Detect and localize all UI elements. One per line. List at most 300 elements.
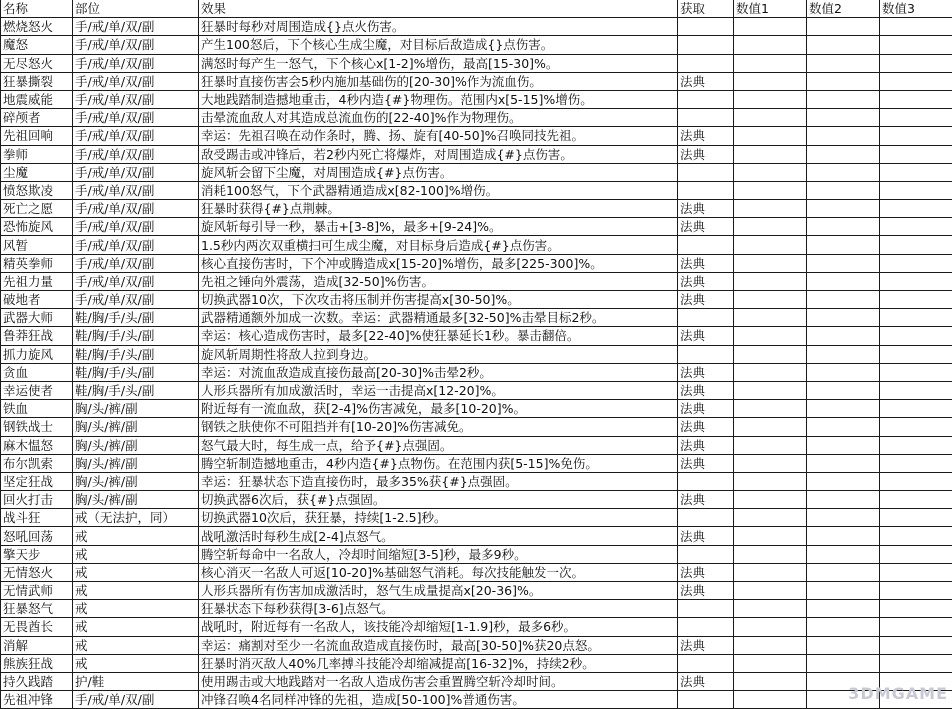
cell-value1[interactable] bbox=[734, 491, 807, 509]
cell-source[interactable]: 法典 bbox=[678, 636, 734, 654]
cell-value3[interactable] bbox=[880, 345, 952, 363]
cell-value3[interactable] bbox=[880, 54, 952, 72]
cell-source[interactable] bbox=[678, 472, 734, 490]
cell-value3[interactable] bbox=[880, 418, 952, 436]
cell-source[interactable]: 法典 bbox=[678, 200, 734, 218]
cell-name[interactable]: 精英拳师 bbox=[1, 254, 73, 272]
cell-value2[interactable] bbox=[807, 181, 880, 199]
cell-name[interactable]: 坚定狂战 bbox=[1, 472, 73, 490]
cell-slot[interactable]: 戒 bbox=[73, 618, 199, 636]
cell-name[interactable]: 死亡之愿 bbox=[1, 200, 73, 218]
cell-value2[interactable] bbox=[807, 345, 880, 363]
cell-effect[interactable]: 使用踢击或大地践踏对一名敌人造成伤害会重置腾空斩冷却时间。 bbox=[199, 672, 678, 690]
cell-effect[interactable]: 1.5秒内两次双重横扫可生成尘魔，对目标身后造成{#}点伤害。 bbox=[199, 236, 678, 254]
cell-name[interactable]: 幸运使者 bbox=[1, 381, 73, 399]
cell-value1[interactable] bbox=[734, 291, 807, 309]
cell-slot[interactable]: 手/戒/单/双/副 bbox=[73, 163, 199, 181]
cell-source[interactable] bbox=[678, 236, 734, 254]
cell-source[interactable]: 法典 bbox=[678, 672, 734, 690]
cell-value2[interactable] bbox=[807, 291, 880, 309]
cell-source[interactable] bbox=[678, 181, 734, 199]
cell-slot[interactable]: 手/戒/单/双/副 bbox=[73, 291, 199, 309]
header-cell-slot[interactable]: 部位 bbox=[73, 0, 199, 18]
cell-value1[interactable] bbox=[734, 72, 807, 90]
cell-name[interactable]: 愤怒欺凌 bbox=[1, 181, 73, 199]
cell-slot[interactable]: 胸/头/裤/副 bbox=[73, 472, 199, 490]
cell-value3[interactable] bbox=[880, 582, 952, 600]
header-cell-effect[interactable]: 效果 bbox=[199, 0, 678, 18]
cell-value3[interactable] bbox=[880, 200, 952, 218]
cell-value1[interactable] bbox=[734, 618, 807, 636]
cell-value3[interactable] bbox=[880, 600, 952, 618]
cell-effect[interactable]: 冲锋召唤4名同样冲锋的先祖，造成[50-100]%普通伤害。 bbox=[199, 691, 678, 709]
cell-value2[interactable] bbox=[807, 545, 880, 563]
cell-slot[interactable]: 鞋/胸/手/头/副 bbox=[73, 345, 199, 363]
cell-name[interactable]: 怒吼回荡 bbox=[1, 527, 73, 545]
cell-value2[interactable] bbox=[807, 127, 880, 145]
cell-source[interactable] bbox=[678, 163, 734, 181]
cell-source[interactable]: 法典 bbox=[678, 582, 734, 600]
cell-effect[interactable]: 腾空斩制造撼地重击，4秒内造{#}点物伤。在范围内获[5-15]%免伤。 bbox=[199, 454, 678, 472]
cell-value1[interactable] bbox=[734, 54, 807, 72]
header-cell-source[interactable]: 获取 bbox=[678, 0, 734, 18]
cell-source[interactable]: 法典 bbox=[678, 218, 734, 236]
cell-value1[interactable] bbox=[734, 691, 807, 709]
cell-value3[interactable] bbox=[880, 509, 952, 527]
cell-slot[interactable]: 手/戒/单/双/副 bbox=[73, 254, 199, 272]
cell-value3[interactable] bbox=[880, 163, 952, 181]
cell-slot[interactable]: 鞋/胸/手/头/副 bbox=[73, 327, 199, 345]
cell-value3[interactable] bbox=[880, 145, 952, 163]
cell-source[interactable] bbox=[678, 618, 734, 636]
cell-name[interactable]: 无情武师 bbox=[1, 582, 73, 600]
cell-source[interactable] bbox=[678, 654, 734, 672]
cell-value1[interactable] bbox=[734, 600, 807, 618]
cell-name[interactable]: 鲁莽狂战 bbox=[1, 327, 73, 345]
site-watermark: 3DMGAME bbox=[848, 684, 948, 703]
cell-value1[interactable] bbox=[734, 200, 807, 218]
cell-slot[interactable]: 手/戒/单/双/副 bbox=[73, 36, 199, 54]
cell-value1[interactable] bbox=[734, 163, 807, 181]
cell-slot[interactable]: 手/戒/单/双/副 bbox=[73, 54, 199, 72]
cell-source[interactable]: 法典 bbox=[678, 418, 734, 436]
cell-effect[interactable]: 幸运：先祖召唤在动作条时，腾、扬、旋有[40-50]%召唤同技先祖。 bbox=[199, 127, 678, 145]
cell-value2[interactable] bbox=[807, 200, 880, 218]
cell-slot[interactable]: 胸/头/裤/副 bbox=[73, 454, 199, 472]
cell-name[interactable]: 风暂 bbox=[1, 236, 73, 254]
cell-source[interactable] bbox=[678, 36, 734, 54]
cell-effect[interactable]: 武器精通额外加成一次数。幸运：武器精通最多[32-50]%击晕目标2秒。 bbox=[199, 309, 678, 327]
cell-value3[interactable] bbox=[880, 327, 952, 345]
cell-name[interactable]: 地震威能 bbox=[1, 90, 73, 108]
cell-slot[interactable]: 胸/头/裤/副 bbox=[73, 418, 199, 436]
cell-source[interactable]: 法典 bbox=[678, 454, 734, 472]
table-row bbox=[1, 163, 952, 181]
cell-value2[interactable] bbox=[807, 218, 880, 236]
table-header-row bbox=[1, 0, 952, 18]
cell-effect[interactable]: 狂暴时每秒对周围造成{}点火伤害。 bbox=[199, 18, 678, 36]
cell-effect[interactable]: 击晕流血敌人对其造成总流血伤的[22-40]%作为物理伤。 bbox=[199, 109, 678, 127]
cell-value1[interactable] bbox=[734, 109, 807, 127]
cell-value1[interactable] bbox=[734, 363, 807, 381]
cell-slot[interactable]: 胸/头/裤/副 bbox=[73, 436, 199, 454]
cell-value1[interactable] bbox=[734, 236, 807, 254]
table-row bbox=[1, 291, 952, 309]
cell-effect[interactable]: 战吼激活时每秒生成[2-4]点怒气。 bbox=[199, 527, 678, 545]
cell-source[interactable]: 法典 bbox=[678, 527, 734, 545]
cell-value2[interactable] bbox=[807, 636, 880, 654]
cell-slot[interactable]: 鞋/胸/手/头/副 bbox=[73, 309, 199, 327]
table-row bbox=[1, 327, 952, 345]
cell-value3[interactable] bbox=[880, 18, 952, 36]
cell-effect[interactable]: 切换武器6次后，获{#}点强固。 bbox=[199, 491, 678, 509]
table-row bbox=[1, 618, 952, 636]
cell-name[interactable]: 抓力旋风 bbox=[1, 345, 73, 363]
cell-name[interactable]: 铁血 bbox=[1, 400, 73, 418]
cell-value2[interactable] bbox=[807, 72, 880, 90]
table-row bbox=[1, 254, 952, 272]
cell-value3[interactable] bbox=[880, 363, 952, 381]
cell-effect[interactable]: 战吼时，附近每有一名敌人，该技能冷却缩短[1-1.9]秒，最多6秒。 bbox=[199, 618, 678, 636]
cell-effect[interactable]: 幸运：狂暴状态下造直接伤时，最多35%获{#}点强固。 bbox=[199, 472, 678, 490]
cell-slot[interactable]: 鞋/胸/手/头/副 bbox=[73, 363, 199, 381]
table-row bbox=[1, 309, 952, 327]
cell-source[interactable]: 法典 bbox=[678, 491, 734, 509]
cell-value1[interactable] bbox=[734, 545, 807, 563]
table-row bbox=[1, 109, 952, 127]
cell-effect[interactable]: 怒气最大时，每生成一点，给予{#}点强固。 bbox=[199, 436, 678, 454]
cell-source[interactable]: 法典 bbox=[678, 381, 734, 399]
cell-value1[interactable] bbox=[734, 381, 807, 399]
cell-source[interactable] bbox=[678, 345, 734, 363]
cell-value3[interactable] bbox=[880, 309, 952, 327]
cell-effect[interactable]: 消耗100怒气，下个武器精通造成x[82-100]%增伤。 bbox=[199, 181, 678, 199]
cell-source[interactable] bbox=[678, 600, 734, 618]
cell-value2[interactable] bbox=[807, 527, 880, 545]
cell-value2[interactable] bbox=[807, 381, 880, 399]
cell-value2[interactable] bbox=[807, 509, 880, 527]
cell-source[interactable] bbox=[678, 109, 734, 127]
cell-slot[interactable]: 鞋/胸/手/头/副 bbox=[73, 381, 199, 399]
cell-value3[interactable] bbox=[880, 127, 952, 145]
cell-value1[interactable] bbox=[734, 309, 807, 327]
cell-name[interactable]: 钢铁战士 bbox=[1, 418, 73, 436]
table-row bbox=[1, 36, 952, 54]
cell-value3[interactable] bbox=[880, 72, 952, 90]
header-cell-value2[interactable]: 数值2 bbox=[807, 0, 880, 18]
cell-source[interactable] bbox=[678, 309, 734, 327]
cell-value2[interactable] bbox=[807, 90, 880, 108]
cell-slot[interactable]: 手/戒/单/双/副 bbox=[73, 272, 199, 290]
header-cell-value1[interactable]: 数值1 bbox=[734, 0, 807, 18]
cell-value1[interactable] bbox=[734, 436, 807, 454]
cell-name[interactable]: 破地者 bbox=[1, 291, 73, 309]
cell-name[interactable]: 熊族狂战 bbox=[1, 654, 73, 672]
cell-value3[interactable] bbox=[880, 400, 952, 418]
cell-value1[interactable] bbox=[734, 563, 807, 581]
cell-slot[interactable]: 手/戒/单/双/副 bbox=[73, 109, 199, 127]
header-cell-value3[interactable]: 数值3 bbox=[880, 0, 952, 18]
cell-value3[interactable] bbox=[880, 254, 952, 272]
cell-effect[interactable]: 狂暴时消灭敌人40%几率搏斗技能冷却缩减提高[16-32]%，持续2秒。 bbox=[199, 654, 678, 672]
cell-name[interactable]: 武器大师 bbox=[1, 309, 73, 327]
cell-value3[interactable] bbox=[880, 491, 952, 509]
cell-value3[interactable] bbox=[880, 272, 952, 290]
cell-effect[interactable]: 幸运：痛割对至少一名流血敌造成直接伤时，最高[30-50]%获20点怒。 bbox=[199, 636, 678, 654]
cell-value2[interactable] bbox=[807, 400, 880, 418]
table-row bbox=[1, 691, 952, 709]
table-row bbox=[1, 672, 952, 690]
cell-effect[interactable]: 满怒时每产生一怒气，下个核心x[1-2]%增伤，最高[15-30]%。 bbox=[199, 54, 678, 72]
table-row bbox=[1, 436, 952, 454]
cell-source[interactable]: 法典 bbox=[678, 400, 734, 418]
cell-name[interactable]: 狂暴怒气 bbox=[1, 600, 73, 618]
cell-slot[interactable]: 戒 bbox=[73, 563, 199, 581]
cell-source[interactable] bbox=[678, 90, 734, 108]
cell-source[interactable]: 法典 bbox=[678, 327, 734, 345]
cell-effect[interactable]: 先祖之锤向外震荡，造成[32-50]%伤害。 bbox=[199, 272, 678, 290]
cell-effect[interactable]: 幸运：核心造成伤害时，最多[22-40]%使狂暴延长1秒。暴击翻倍。 bbox=[199, 327, 678, 345]
cell-value1[interactable] bbox=[734, 218, 807, 236]
cell-value1[interactable] bbox=[734, 509, 807, 527]
cell-value2[interactable] bbox=[807, 109, 880, 127]
cell-value3[interactable] bbox=[880, 36, 952, 54]
cell-value1[interactable] bbox=[734, 181, 807, 199]
cell-value1[interactable] bbox=[734, 36, 807, 54]
cell-effect[interactable]: 狂暴时获得{#}点荆棘。 bbox=[199, 200, 678, 218]
cell-value1[interactable] bbox=[734, 127, 807, 145]
cell-name[interactable]: 狂暴撕裂 bbox=[1, 72, 73, 90]
cell-slot[interactable]: 手/戒/单/双/副 bbox=[73, 72, 199, 90]
cell-value1[interactable] bbox=[734, 90, 807, 108]
cell-slot[interactable]: 护/鞋 bbox=[73, 672, 199, 690]
cell-name[interactable]: 魔怒 bbox=[1, 36, 73, 54]
cell-value3[interactable] bbox=[880, 545, 952, 563]
cell-value2[interactable] bbox=[807, 163, 880, 181]
cell-source[interactable]: 法典 bbox=[678, 254, 734, 272]
cell-value2[interactable] bbox=[807, 236, 880, 254]
cell-value2[interactable] bbox=[807, 254, 880, 272]
cell-effect[interactable]: 附近每有一流血敌，获[2-4]%伤害减免，最多[10-20]%。 bbox=[199, 400, 678, 418]
table-row bbox=[1, 582, 952, 600]
table-row bbox=[1, 200, 952, 218]
cell-slot[interactable]: 手/戒/单/双/副 bbox=[73, 181, 199, 199]
cell-value2[interactable] bbox=[807, 454, 880, 472]
cell-value1[interactable] bbox=[734, 272, 807, 290]
cell-value3[interactable] bbox=[880, 563, 952, 581]
cell-slot[interactable]: 手/戒/单/双/副 bbox=[73, 218, 199, 236]
cell-slot[interactable]: 手/戒/单/双/副 bbox=[73, 90, 199, 108]
cell-value2[interactable] bbox=[807, 654, 880, 672]
cell-effect[interactable]: 切换武器10次，下次攻击将压制并伤害提高x[30-50]%。 bbox=[199, 291, 678, 309]
cell-value3[interactable] bbox=[880, 436, 952, 454]
cell-effect[interactable]: 旋风斩周期性将敌人拉到身边。 bbox=[199, 345, 678, 363]
cell-effect[interactable]: 钢铁之肤使你不可阻挡并有[10-20]%伤害减免。 bbox=[199, 418, 678, 436]
cell-source[interactable]: 法典 bbox=[678, 436, 734, 454]
table-row bbox=[1, 654, 952, 672]
cell-value1[interactable] bbox=[734, 636, 807, 654]
cell-source[interactable]: 法典 bbox=[678, 563, 734, 581]
cell-source[interactable] bbox=[678, 545, 734, 563]
cell-source[interactable]: 法典 bbox=[678, 363, 734, 381]
cell-value3[interactable] bbox=[880, 109, 952, 127]
cell-value2[interactable] bbox=[807, 600, 880, 618]
cell-slot[interactable]: 手/戒/单/双/副 bbox=[73, 145, 199, 163]
cell-slot[interactable]: 手/戒/单/双/副 bbox=[73, 127, 199, 145]
table-row bbox=[1, 236, 952, 254]
table-row bbox=[1, 363, 952, 381]
cell-effect[interactable]: 旋风斩会留下尘魔，对周围造成{#}点伤害。 bbox=[199, 163, 678, 181]
table-row bbox=[1, 454, 952, 472]
cell-name[interactable]: 无情怒火 bbox=[1, 563, 73, 581]
cell-value3[interactable] bbox=[880, 454, 952, 472]
cell-value2[interactable] bbox=[807, 54, 880, 72]
table-row bbox=[1, 491, 952, 509]
cell-value3[interactable] bbox=[880, 218, 952, 236]
cell-value3[interactable] bbox=[880, 90, 952, 108]
cell-name[interactable]: 先祖力量 bbox=[1, 272, 73, 290]
cell-effect[interactable]: 腾空斩每命中一名敌人，冷却时间缩短[3-5]秒，最多9秒。 bbox=[199, 545, 678, 563]
table-row bbox=[1, 181, 952, 199]
cell-value1[interactable] bbox=[734, 527, 807, 545]
cell-slot[interactable]: 戒 bbox=[73, 545, 199, 563]
cell-value1[interactable] bbox=[734, 472, 807, 490]
cell-value1[interactable] bbox=[734, 18, 807, 36]
cell-value1[interactable] bbox=[734, 345, 807, 363]
cell-value1[interactable] bbox=[734, 582, 807, 600]
cell-source[interactable]: 法典 bbox=[678, 145, 734, 163]
table-row bbox=[1, 18, 952, 36]
cell-effect[interactable]: 核心消灭一名敌人可返[10-20]%基础怒气消耗。每次技能触发一次。 bbox=[199, 563, 678, 581]
cell-slot[interactable]: 手/戒/单/双/副 bbox=[73, 18, 199, 36]
cell-name[interactable]: 先祖冲锋 bbox=[1, 691, 73, 709]
cell-name[interactable]: 燃烧怒火 bbox=[1, 18, 73, 36]
cell-value2[interactable] bbox=[807, 145, 880, 163]
cell-source[interactable]: 法典 bbox=[678, 72, 734, 90]
cell-value3[interactable] bbox=[880, 181, 952, 199]
table-row bbox=[1, 545, 952, 563]
cell-slot[interactable]: 戒 bbox=[73, 582, 199, 600]
cell-source[interactable] bbox=[678, 691, 734, 709]
cell-name[interactable]: 先祖回响 bbox=[1, 127, 73, 145]
cell-name[interactable]: 无畏酋长 bbox=[1, 618, 73, 636]
cell-value3[interactable] bbox=[880, 654, 952, 672]
cell-source[interactable] bbox=[678, 18, 734, 36]
cell-slot[interactable]: 戒 bbox=[73, 527, 199, 545]
cell-value1[interactable] bbox=[734, 145, 807, 163]
cell-slot[interactable]: 戒（无法护，同） bbox=[73, 509, 199, 527]
cell-slot[interactable]: 手/戒/单/双/副 bbox=[73, 691, 199, 709]
cell-slot[interactable]: 戒 bbox=[73, 600, 199, 618]
cell-name[interactable]: 碎颅者 bbox=[1, 109, 73, 127]
cell-name[interactable]: 战斗狂 bbox=[1, 509, 73, 527]
cell-value3[interactable] bbox=[880, 236, 952, 254]
cell-value2[interactable] bbox=[807, 363, 880, 381]
cell-name[interactable]: 拳师 bbox=[1, 145, 73, 163]
cell-value3[interactable] bbox=[880, 472, 952, 490]
cell-source[interactable] bbox=[678, 509, 734, 527]
cell-effect[interactable]: 幸运：对流血敌造成直接伤最高[20-30]%击晕2秒。 bbox=[199, 363, 678, 381]
cell-value3[interactable] bbox=[880, 618, 952, 636]
cell-source[interactable] bbox=[678, 54, 734, 72]
cell-effect[interactable]: 核心直接伤害时，下个冲或腾造成x[15-20]%增伤，最多[225-300]%。 bbox=[199, 254, 678, 272]
cell-slot[interactable]: 手/戒/单/双/副 bbox=[73, 200, 199, 218]
cell-effect[interactable]: 产生100怒后，下个核心生成尘魔，对目标后敌造成{}点伤害。 bbox=[199, 36, 678, 54]
table-row bbox=[1, 600, 952, 618]
cell-value3[interactable] bbox=[880, 636, 952, 654]
cell-value2[interactable] bbox=[807, 472, 880, 490]
cell-name[interactable]: 消解 bbox=[1, 636, 73, 654]
cell-value1[interactable] bbox=[734, 400, 807, 418]
cell-value1[interactable] bbox=[734, 327, 807, 345]
cell-value3[interactable] bbox=[880, 381, 952, 399]
cell-value3[interactable] bbox=[880, 527, 952, 545]
cell-name[interactable]: 贪血 bbox=[1, 363, 73, 381]
cell-name[interactable]: 持久践踏 bbox=[1, 672, 73, 690]
cell-value2[interactable] bbox=[807, 327, 880, 345]
cell-value2[interactable] bbox=[807, 418, 880, 436]
cell-value2[interactable] bbox=[807, 272, 880, 290]
cell-name[interactable]: 麻木愠怒 bbox=[1, 436, 73, 454]
cell-value2[interactable] bbox=[807, 436, 880, 454]
cell-slot[interactable]: 戒 bbox=[73, 654, 199, 672]
cell-slot[interactable]: 手/戒/单/双/副 bbox=[73, 236, 199, 254]
cell-name[interactable]: 擎天步 bbox=[1, 545, 73, 563]
table-row bbox=[1, 527, 952, 545]
cell-name[interactable]: 无尽怒火 bbox=[1, 54, 73, 72]
cell-effect[interactable]: 狂暴状态下每秒获得[3-6]点怒气。 bbox=[199, 600, 678, 618]
cell-value3[interactable] bbox=[880, 291, 952, 309]
cell-source[interactable]: 法典 bbox=[678, 272, 734, 290]
cell-effect[interactable]: 敌受踢击或冲锋后，若2秒内死亡将爆炸，对周围造成{#}点伤害。 bbox=[199, 145, 678, 163]
cell-value2[interactable] bbox=[807, 582, 880, 600]
cell-value2[interactable] bbox=[807, 491, 880, 509]
cell-value2[interactable] bbox=[807, 18, 880, 36]
cell-value1[interactable] bbox=[734, 454, 807, 472]
table-row bbox=[1, 381, 952, 399]
table-row bbox=[1, 90, 952, 108]
cell-value1[interactable] bbox=[734, 254, 807, 272]
cell-name[interactable]: 尘魔 bbox=[1, 163, 73, 181]
cell-value1[interactable] bbox=[734, 654, 807, 672]
cell-value1[interactable] bbox=[734, 418, 807, 436]
table-row bbox=[1, 54, 952, 72]
cell-value1[interactable] bbox=[734, 672, 807, 690]
cell-source[interactable]: 法典 bbox=[678, 291, 734, 309]
cell-effect[interactable]: 切换武器10次后，获狂暴，持续[1-2.5]秒。 bbox=[199, 509, 678, 527]
cell-effect[interactable]: 狂暴时直接伤害会5秒内施加基础伤的[20-30]%作为流血伤。 bbox=[199, 72, 678, 90]
cell-value2[interactable] bbox=[807, 36, 880, 54]
cell-name[interactable]: 回火打击 bbox=[1, 491, 73, 509]
table-row bbox=[1, 400, 952, 418]
cell-effect[interactable]: 大地践踏制造撼地重击，4秒内造{#}物理伤。范围内x[5-15]%增伤。 bbox=[199, 90, 678, 108]
cell-effect[interactable]: 人形兵器所有加成激活时，幸运一击提高x[12-20]%。 bbox=[199, 381, 678, 399]
cell-effect[interactable]: 旋风斩每引导一秒，暴击+[3-8]%，最多+[9-24]%。 bbox=[199, 218, 678, 236]
table-row bbox=[1, 72, 952, 90]
cell-source[interactable]: 法典 bbox=[678, 127, 734, 145]
header-cell-name[interactable]: 名称 bbox=[1, 0, 73, 18]
cell-slot[interactable]: 胸/头/裤/副 bbox=[73, 400, 199, 418]
cell-slot[interactable]: 戒 bbox=[73, 636, 199, 654]
cell-name[interactable]: 布尔凯索 bbox=[1, 454, 73, 472]
cell-name[interactable]: 恐怖旋风 bbox=[1, 218, 73, 236]
cell-value2[interactable] bbox=[807, 618, 880, 636]
cell-value2[interactable] bbox=[807, 563, 880, 581]
table-row bbox=[1, 418, 952, 436]
cell-effect[interactable]: 人形兵器所有伤害加成激活时，怒气生成量提高x[20-36]%。 bbox=[199, 582, 678, 600]
cell-value2[interactable] bbox=[807, 309, 880, 327]
cell-slot[interactable]: 胸/头/裤/副 bbox=[73, 491, 199, 509]
